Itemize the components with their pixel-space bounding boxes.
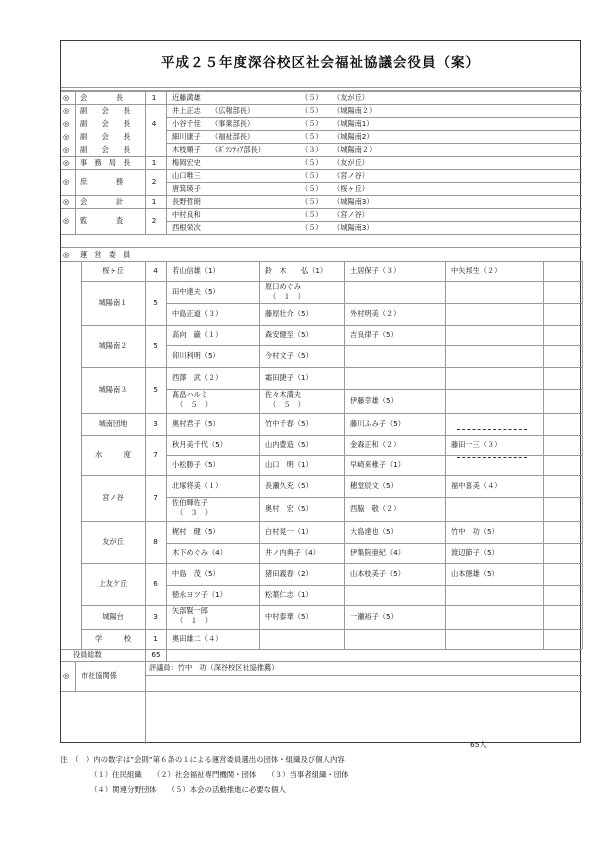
committee-count: 7 — [153, 450, 158, 459]
liaison-mark: ◎ — [63, 671, 70, 680]
committee-member: 井ノ内典子（4） — [265, 548, 320, 557]
committee-count: 3 — [153, 419, 158, 428]
officer-area: （宮ノ谷） — [333, 171, 369, 180]
officer-mark: ◎ — [63, 158, 70, 167]
committee-member: 白村晃一（1） — [265, 527, 313, 536]
committee-member: 矢部賢一郎 — [172, 606, 208, 615]
committee-member: 山本枝美子（5） — [350, 569, 405, 578]
committee-member: 鈴 木 弘（1） — [265, 266, 328, 275]
officer-area: （桜ヶ丘） — [333, 184, 369, 193]
committee-member: 山内豊造（5） — [265, 440, 313, 449]
officer-area: （城陽南1） — [333, 119, 374, 128]
committee-member: 福中喜美（４） — [451, 481, 502, 490]
officer-area: （友が丘） — [333, 158, 369, 167]
committee-member: 長瀬久充（5） — [265, 481, 313, 490]
committee-area: 宮ノ谷 — [102, 493, 124, 502]
officer-role: 副 会 長 — [80, 132, 131, 141]
officer-number: （５） — [301, 93, 323, 102]
committee-area: 城陽台 — [102, 612, 124, 621]
officer-name: 西根栄次 — [172, 223, 201, 232]
committee-member: 伊集院亜紀（4） — [350, 548, 405, 557]
note-line: 注 （ ）内の数字は”会則”第６条の１による運営委員選出の団体・組織及び個人内容 — [60, 755, 345, 764]
committee-count: 6 — [153, 579, 158, 588]
officer-count: 1 — [151, 197, 157, 206]
committee-header: 運 営 委 員 — [80, 250, 131, 259]
officer-area: （城陽南２） — [333, 106, 377, 115]
dashed-marker — [457, 429, 527, 430]
total-value: 65 — [151, 650, 161, 659]
officer-post: （福祉部長） — [211, 132, 255, 141]
committee-member: 原口めぐみ — [265, 282, 301, 291]
officer-mark: ◎ — [63, 119, 70, 128]
committee-member: 今村文子（5） — [265, 351, 313, 360]
committee-member: 竹中千春（5） — [265, 419, 313, 428]
committee-area: 桜ヶ丘 — [102, 266, 124, 275]
committee-member: 奥田雄二（４） — [172, 634, 223, 643]
committee-member: 早崎来稚子（1） — [350, 460, 405, 469]
officer-area: （友が丘） — [333, 93, 369, 102]
note-line: （１）住民組織 （２）社会福祉専門機関・団体 （３）当事者組織・団体 — [90, 770, 349, 779]
officer-name: 小谷千佳 — [172, 119, 201, 128]
officer-mark: ◎ — [63, 197, 70, 206]
note-line: （４）関連分野団体 （５）本会の活動推進に必要な個人 — [90, 785, 286, 794]
officer-area: （城陽南2） — [333, 132, 374, 141]
officer-mark: ◎ — [63, 177, 70, 186]
committee-member: 北塚将美（１） — [172, 481, 223, 490]
committee-member-code: （ ５ ） — [269, 400, 305, 409]
committee-member: 佐伯輝佐子 — [172, 498, 208, 507]
officer-name: 唐箕瑛子 — [172, 184, 201, 193]
officer-count: 4 — [151, 119, 157, 128]
committee-member-code: （ １ ） — [176, 616, 212, 625]
officer-name: 山口唯三 — [172, 171, 201, 180]
committee-member-code: （ ３ ） — [176, 508, 212, 517]
committee-area: 水 度 — [95, 450, 131, 459]
committee-count: 5 — [153, 298, 158, 307]
officer-count: 2 — [151, 177, 157, 186]
officer-post: （事業部長） — [211, 119, 255, 128]
committee-member: 大島達也（5） — [350, 527, 398, 536]
officer-count: 1 — [151, 158, 157, 167]
committee-member-code: （ １ ） — [269, 292, 305, 301]
officer-number: （５） — [301, 132, 323, 141]
committee-member: 一瀬裕子（5） — [350, 612, 398, 621]
committee-member: 髙畠ハルミ — [172, 390, 208, 399]
committee-count: 3 — [153, 612, 158, 621]
committee-member: 森安健至（5） — [265, 330, 313, 339]
dashed-marker — [457, 457, 527, 458]
officer-count: 2 — [151, 216, 157, 225]
officer-area: （城陽南3） — [333, 223, 374, 232]
committee-area: 城陽南２ — [98, 341, 128, 350]
committee-area: 城南団地 — [98, 419, 128, 428]
officer-name: 木枝順子 — [172, 145, 201, 154]
committee-member: 山本徳雄（5） — [451, 569, 499, 578]
committee-count: 5 — [153, 341, 158, 350]
officer-role: 副 会 長 — [80, 145, 131, 154]
officer-count: 1 — [151, 93, 157, 102]
committee-member: 金森正和（２） — [350, 440, 401, 449]
footer-count: 65人 — [470, 740, 487, 749]
committee-member: 秋月美千代（5） — [172, 440, 227, 449]
liaison-label: 市社協関係 — [81, 671, 117, 680]
committee-member: 奥村 宏（5） — [265, 504, 313, 513]
committee-member: 小松勝子（5） — [172, 460, 220, 469]
committee-member: 木下めぐみ（4） — [172, 548, 227, 557]
committee-member: 西澤 武（２） — [172, 373, 223, 382]
committee-area: 上友ケ丘 — [98, 579, 128, 588]
officer-number: （５） — [301, 119, 323, 128]
officer-number: （５） — [301, 223, 323, 232]
officer-number: （５） — [301, 106, 323, 115]
committee-member: 高向 巌（１） — [172, 330, 223, 339]
officer-number: （５） — [301, 184, 323, 193]
committee-member: 奥村君子（5） — [172, 419, 220, 428]
committee-area: 学 校 — [95, 634, 131, 643]
committee-member: 松葉仁志（1） — [265, 590, 313, 599]
committee-member: 西脇 敬（２） — [350, 504, 401, 513]
officer-number: （５） — [301, 171, 323, 180]
officer-mark: ◎ — [63, 132, 70, 141]
liaison-text: 評議員：竹中 功（深谷校区社協推薦） — [149, 663, 279, 672]
officer-role: 監 査 — [80, 216, 124, 225]
officer-mark: ◎ — [63, 106, 70, 115]
officer-role: 副 会 長 — [80, 106, 131, 115]
committee-area: 城陽南１ — [98, 298, 128, 307]
committee-member-code: （ ５ ） — [176, 400, 212, 409]
committee-member: 佐々木満夫 — [265, 390, 301, 399]
officer-mark: ◎ — [63, 145, 70, 154]
document-frame — [60, 40, 581, 743]
committee-member: 伊藤幸雄（5） — [350, 396, 398, 405]
officer-post: （ﾎﾞﾗﾝﾃｨｱ部長） — [211, 145, 265, 154]
officer-role: 事 務 局 長 — [80, 158, 131, 167]
committee-member: 藤原壮介（5） — [265, 309, 313, 318]
officer-area: （宮ノ谷） — [333, 210, 369, 219]
officer-name: 中村良和 — [172, 210, 201, 219]
committee-member: 梶村 健（5） — [172, 527, 220, 536]
officer-name: 井上正志 — [172, 106, 201, 115]
officer-name: 細川康子 — [172, 132, 201, 141]
committee-count: 4 — [153, 266, 158, 275]
officer-role: 会 計 — [80, 197, 124, 206]
committee-member: 藤川ふみ子（5） — [350, 419, 405, 428]
officer-mark: ◎ — [63, 216, 70, 225]
committee-member: 中村泰華（5） — [265, 612, 313, 621]
officer-name: 近藤満雄 — [172, 93, 201, 102]
committee-count: 5 — [153, 385, 158, 394]
officer-number: （３） — [301, 145, 323, 154]
committee-member: 田中達夫（5） — [172, 287, 220, 296]
officer-post: （広報部長） — [211, 106, 255, 115]
committee-area: 友が丘 — [102, 537, 124, 546]
officer-area: （城陽南２） — [333, 145, 377, 154]
committee-member: 猪田義春（2） — [265, 569, 313, 578]
officer-role: 庶 務 — [80, 177, 124, 186]
committee-member: 土居保子（３） — [350, 266, 401, 275]
committee-mark: ◎ — [63, 250, 70, 259]
total-label: 役員総数 — [73, 650, 102, 659]
officer-role: 副 会 長 — [80, 119, 131, 128]
committee-member: 中島正道（３） — [172, 309, 223, 318]
committee-member: 竹中 功（5） — [451, 527, 499, 536]
officer-number: （５） — [301, 197, 323, 206]
committee-member: 藤田一三（３） — [451, 440, 502, 449]
committee-count: 8 — [153, 537, 158, 546]
committee-member: 霜田捷子（1） — [265, 373, 313, 382]
committee-area: 城陽南３ — [98, 385, 128, 394]
committee-member: 中島 茂（5） — [172, 569, 220, 578]
officer-number: （５） — [301, 210, 323, 219]
committee-member: 吉良律子（5） — [350, 330, 398, 339]
committee-member: 穂堂辰文（5） — [350, 481, 398, 490]
officer-name: 長野哲朗 — [172, 197, 201, 206]
officer-area: （城陽南3） — [333, 197, 374, 206]
committee-member: 中矢邦生（２） — [451, 266, 502, 275]
committee-count: 1 — [153, 634, 158, 643]
officer-number: （５） — [301, 158, 323, 167]
officer-role: 会 長 — [80, 93, 124, 102]
document-title: 平成２５年度深谷校区社会福祉協議会役員（案） — [161, 55, 480, 71]
committee-member: 外村明美（２） — [350, 309, 401, 318]
committee-member: 徳永ヨツ子（1） — [172, 590, 227, 599]
officer-name: 梅岡宏史 — [172, 158, 201, 167]
committee-member: 卯川利明（5） — [172, 351, 220, 360]
committee-count: 7 — [153, 493, 158, 502]
committee-member: 渡辺節子（5） — [451, 548, 499, 557]
officer-mark: ◎ — [63, 93, 70, 102]
committee-member: 山口 明（1） — [265, 460, 313, 469]
committee-member: 若山信雄（1） — [172, 266, 220, 275]
